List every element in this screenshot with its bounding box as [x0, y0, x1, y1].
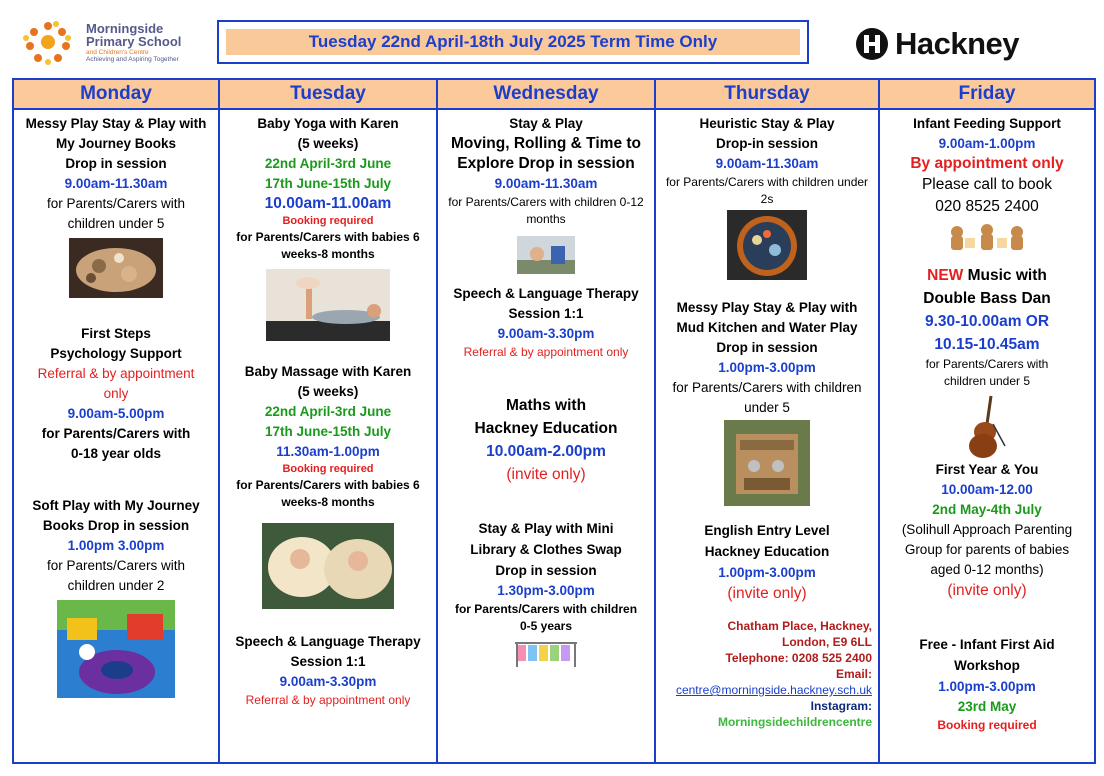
speech-therapy-tuesday — [220, 632, 436, 709]
address-line: London, E9 6LL — [782, 635, 872, 649]
activity-title: Baby Yoga with Karen — [257, 116, 399, 131]
activity-audience: 0-5 years — [519, 619, 573, 633]
activity-audience: for Parents/Carers with — [46, 196, 186, 211]
activity-time: 9.00am-11.30am — [64, 176, 168, 191]
mini-library-swap — [438, 518, 654, 669]
invite-note: (invite only) — [727, 585, 807, 602]
monday-header — [14, 80, 218, 110]
activity-time: 10.00am-12.00 — [941, 482, 1033, 497]
activity-title: Music with — [963, 267, 1047, 284]
logo-school-name-1: Morningside — [86, 21, 164, 36]
music-title — [880, 264, 1094, 287]
activity-subtitle: Workshop — [954, 658, 1020, 673]
activity-audience: for Parents/Carers with children — [672, 380, 862, 395]
activity-time: 9.30-10.00am OR — [924, 313, 1050, 330]
activity-subtitle: Drop in session — [495, 563, 597, 578]
infant-feeding — [880, 114, 1094, 252]
school-logo — [20, 18, 200, 68]
maths-hackney — [438, 394, 654, 486]
booking-note: Booking required — [282, 463, 374, 475]
activity-note: Referral & by appointment only — [463, 345, 629, 359]
activity-time: 9.00am-11.30am — [494, 176, 598, 191]
activity-dates: 17th June-15th July — [264, 176, 392, 191]
activity-title: Stay & Play — [509, 116, 583, 131]
activity-time: 10.00am-2.00pm — [486, 443, 606, 460]
activity-audience: under 5 — [744, 400, 790, 415]
activity-subtitle: Drop-in session — [715, 136, 818, 151]
tuesday-header — [220, 80, 436, 110]
activity-time: 9.00am-3.30pm — [497, 326, 595, 341]
friday-label: Friday — [958, 83, 1016, 104]
activity-title: Heuristic Stay & Play — [699, 116, 835, 131]
activity-title: Books Drop in session — [42, 518, 190, 533]
address-line: Chatham Place, Hackney, — [727, 619, 872, 633]
activity-time: 1.00pm-3.00pm — [718, 360, 816, 375]
activity-title: Moving, Rolling & Time to — [450, 135, 641, 152]
friday-column — [878, 80, 1094, 762]
activity-audience: weeks-8 months — [281, 495, 375, 509]
activity-subtitle: Explore Drop in session — [457, 155, 635, 172]
hackney-wordmark: Hackney — [895, 26, 1020, 61]
logo-school-name-2: Primary School — [86, 34, 182, 49]
activity-dates: 22nd April-3rd June — [264, 156, 392, 171]
term-title-box — [217, 20, 809, 64]
activity-title: First Steps — [81, 326, 151, 341]
soft-play-monday — [14, 496, 218, 698]
activity-subtitle: Session 1:1 — [290, 654, 366, 669]
baby-yoga-photo — [266, 269, 390, 341]
activity-subtitle: Drop in session — [716, 340, 818, 355]
activity-title: English Entry Level — [704, 523, 830, 538]
messy-play-mud-kitchen — [656, 298, 878, 506]
instagram-handle[interactable]: Morningsidechildrencentre — [717, 715, 872, 729]
activity-time: 9.00am-5.00pm — [67, 406, 165, 421]
baby-play-photo — [517, 236, 575, 274]
activity-title: Speech & Language Therapy — [235, 634, 421, 649]
activity-title: Stay & Play with Mini — [478, 521, 614, 536]
activity-time: 11.30am-1.00pm — [276, 444, 380, 459]
sun-logo-icon — [20, 18, 80, 66]
monday-column — [14, 80, 218, 762]
booking-note: Booking required — [937, 718, 1037, 732]
activity-title: My Journey Books — [55, 136, 177, 151]
activity-time: 1.00pm-3.00pm — [718, 565, 816, 580]
email-link[interactable]: centre@morningside.hackney.sch.uk — [675, 683, 872, 697]
activity-title: Psychology Support — [50, 346, 182, 361]
activity-audience: children under 5 — [67, 216, 165, 231]
activity-subtitle: Drop in session — [65, 156, 167, 171]
activity-title: Baby Massage with Karen — [244, 364, 412, 379]
activity-audience: 2s — [760, 192, 774, 206]
thursday-header — [656, 80, 878, 110]
activity-subtitle: (5 weeks) — [297, 384, 359, 399]
activity-description: Group for parents of babies — [904, 542, 1070, 557]
activity-dates: 17th June-15th July — [264, 424, 392, 439]
activity-audience: for Parents/Carers with — [41, 426, 191, 441]
activity-time: 9.00am-1.00pm — [938, 136, 1036, 151]
thursday-label: Thursday — [724, 83, 810, 104]
infant-first-aid — [880, 634, 1094, 734]
teddy-bears-icon — [947, 220, 1027, 252]
tuesday-label: Tuesday — [290, 83, 366, 104]
baby-massage-photo — [262, 523, 394, 609]
activity-audience: for Parents/Carers with — [46, 558, 186, 573]
activity-subtitle: Double Bass Dan — [923, 290, 1051, 307]
centre-contact-details — [676, 618, 872, 730]
term-title: Tuesday 22nd April-18th July 2025 Term Time Only — [308, 32, 718, 51]
invite-note: (invite only) — [947, 582, 1027, 599]
clothes-rail-icon — [511, 639, 581, 669]
wednesday-column — [436, 80, 654, 762]
activity-description: aged 0-12 months) — [930, 562, 1044, 577]
double-bass-icon — [967, 394, 1007, 460]
monday-label: Monday — [80, 83, 152, 104]
activity-time: 1.00pm 3.00pm — [67, 538, 165, 553]
baby-massage — [220, 362, 436, 609]
booking-instruction: Please call to book — [921, 176, 1053, 193]
phone-number: Telephone: 0208 525 2400 — [725, 651, 872, 665]
soft-play-room-photo — [57, 600, 175, 698]
activity-subtitle: Session 1:1 — [508, 306, 584, 321]
activity-time: 9.00am-11.30am — [715, 156, 819, 171]
logo-tagline: Achieving and Aspiring Together — [86, 55, 179, 63]
activity-title: First Year & You — [935, 462, 1039, 477]
activity-audience: for Parents/Carers with children 0-12 — [448, 195, 644, 209]
activity-time: 9.00am-3.30pm — [279, 674, 377, 689]
activity-audience: for Parents/Carers with babies 6 — [236, 478, 420, 492]
booking-note: Booking required — [282, 215, 374, 227]
heuristic-play — [656, 114, 878, 280]
instagram-label: Instagram: — [810, 699, 872, 713]
activity-audience: for Parents/Carers with children — [454, 602, 638, 616]
activity-audience: for Parents/Carers with — [925, 357, 1049, 371]
activity-audience: 0-18 year olds — [70, 446, 162, 461]
activity-note: only — [103, 386, 129, 401]
english-entry-level — [656, 520, 878, 605]
wednesday-header — [438, 80, 654, 110]
timetable-grid — [12, 78, 1096, 764]
activity-audience: months — [526, 212, 566, 226]
activity-audience: for Parents/Carers with children under — [665, 175, 869, 189]
activity-title: Free - Infant First Aid — [919, 637, 1055, 652]
hackney-logo — [855, 24, 1019, 64]
mud-kitchen-photo — [724, 420, 810, 506]
music-double-bass — [880, 264, 1094, 460]
activity-audience: children under 5 — [943, 374, 1031, 388]
thursday-column — [654, 80, 878, 762]
activity-note: Referral & by appointment — [37, 366, 195, 381]
activity-time: 1.00pm-3.00pm — [938, 679, 1036, 694]
speech-therapy-wednesday — [438, 284, 654, 361]
activity-title: Messy Play Stay & Play with — [25, 116, 207, 131]
activity-description: (Solihull Approach Parenting — [901, 522, 1073, 537]
first-steps-psychology — [14, 324, 218, 464]
new-badge: NEW — [927, 267, 964, 284]
email-label: Email: — [835, 667, 872, 681]
activity-subtitle: (5 weeks) — [297, 136, 359, 151]
activity-title: Library & Clothes Swap — [470, 542, 622, 557]
phone-number: 020 8525 2400 — [935, 198, 1039, 215]
logo-subtitle: and Children's Centre — [86, 49, 149, 56]
tuesday-column — [218, 80, 436, 762]
messy-play-monday — [14, 114, 218, 298]
activity-subtitle: Hackney Education — [474, 420, 618, 437]
baby-yoga — [220, 114, 436, 341]
activity-time: 10.00am-11.00am — [264, 195, 392, 212]
wednesday-label: Wednesday — [493, 83, 599, 104]
first-year-and-you — [880, 460, 1094, 602]
activity-title: Messy Play Stay & Play with — [676, 300, 858, 315]
heuristic-tray-photo — [727, 210, 807, 280]
friday-header — [880, 80, 1094, 110]
activity-audience: children under 2 — [67, 578, 165, 593]
activity-date: 23rd May — [957, 699, 1017, 714]
activity-audience: weeks-8 months — [281, 247, 375, 261]
activity-title: Infant Feeding Support — [913, 116, 1061, 131]
activity-title: Maths with — [505, 397, 587, 414]
activity-time: 1.30pm-3.00pm — [497, 583, 595, 598]
activity-title: Speech & Language Therapy — [453, 286, 639, 301]
activity-title: Mud Kitchen and Water Play — [676, 320, 858, 335]
activity-audience: for Parents/Carers with babies 6 — [236, 230, 420, 244]
stay-and-play-moving — [438, 114, 654, 274]
activity-dates: 22nd April-3rd June — [264, 404, 392, 419]
activity-title: Soft Play with My Journey — [32, 498, 200, 513]
activity-time: 10.15-10.45am — [934, 336, 1040, 353]
invite-note: (invite only) — [506, 466, 586, 483]
activity-subtitle: Hackney Education — [704, 544, 830, 559]
activity-note: Referral & by appointment only — [245, 693, 411, 707]
activity-dates: 2nd May-4th July — [932, 502, 1042, 517]
hackney-mark-icon — [855, 27, 889, 61]
messy-play-tray-photo — [69, 238, 163, 298]
appointment-note: By appointment only — [910, 155, 1064, 172]
